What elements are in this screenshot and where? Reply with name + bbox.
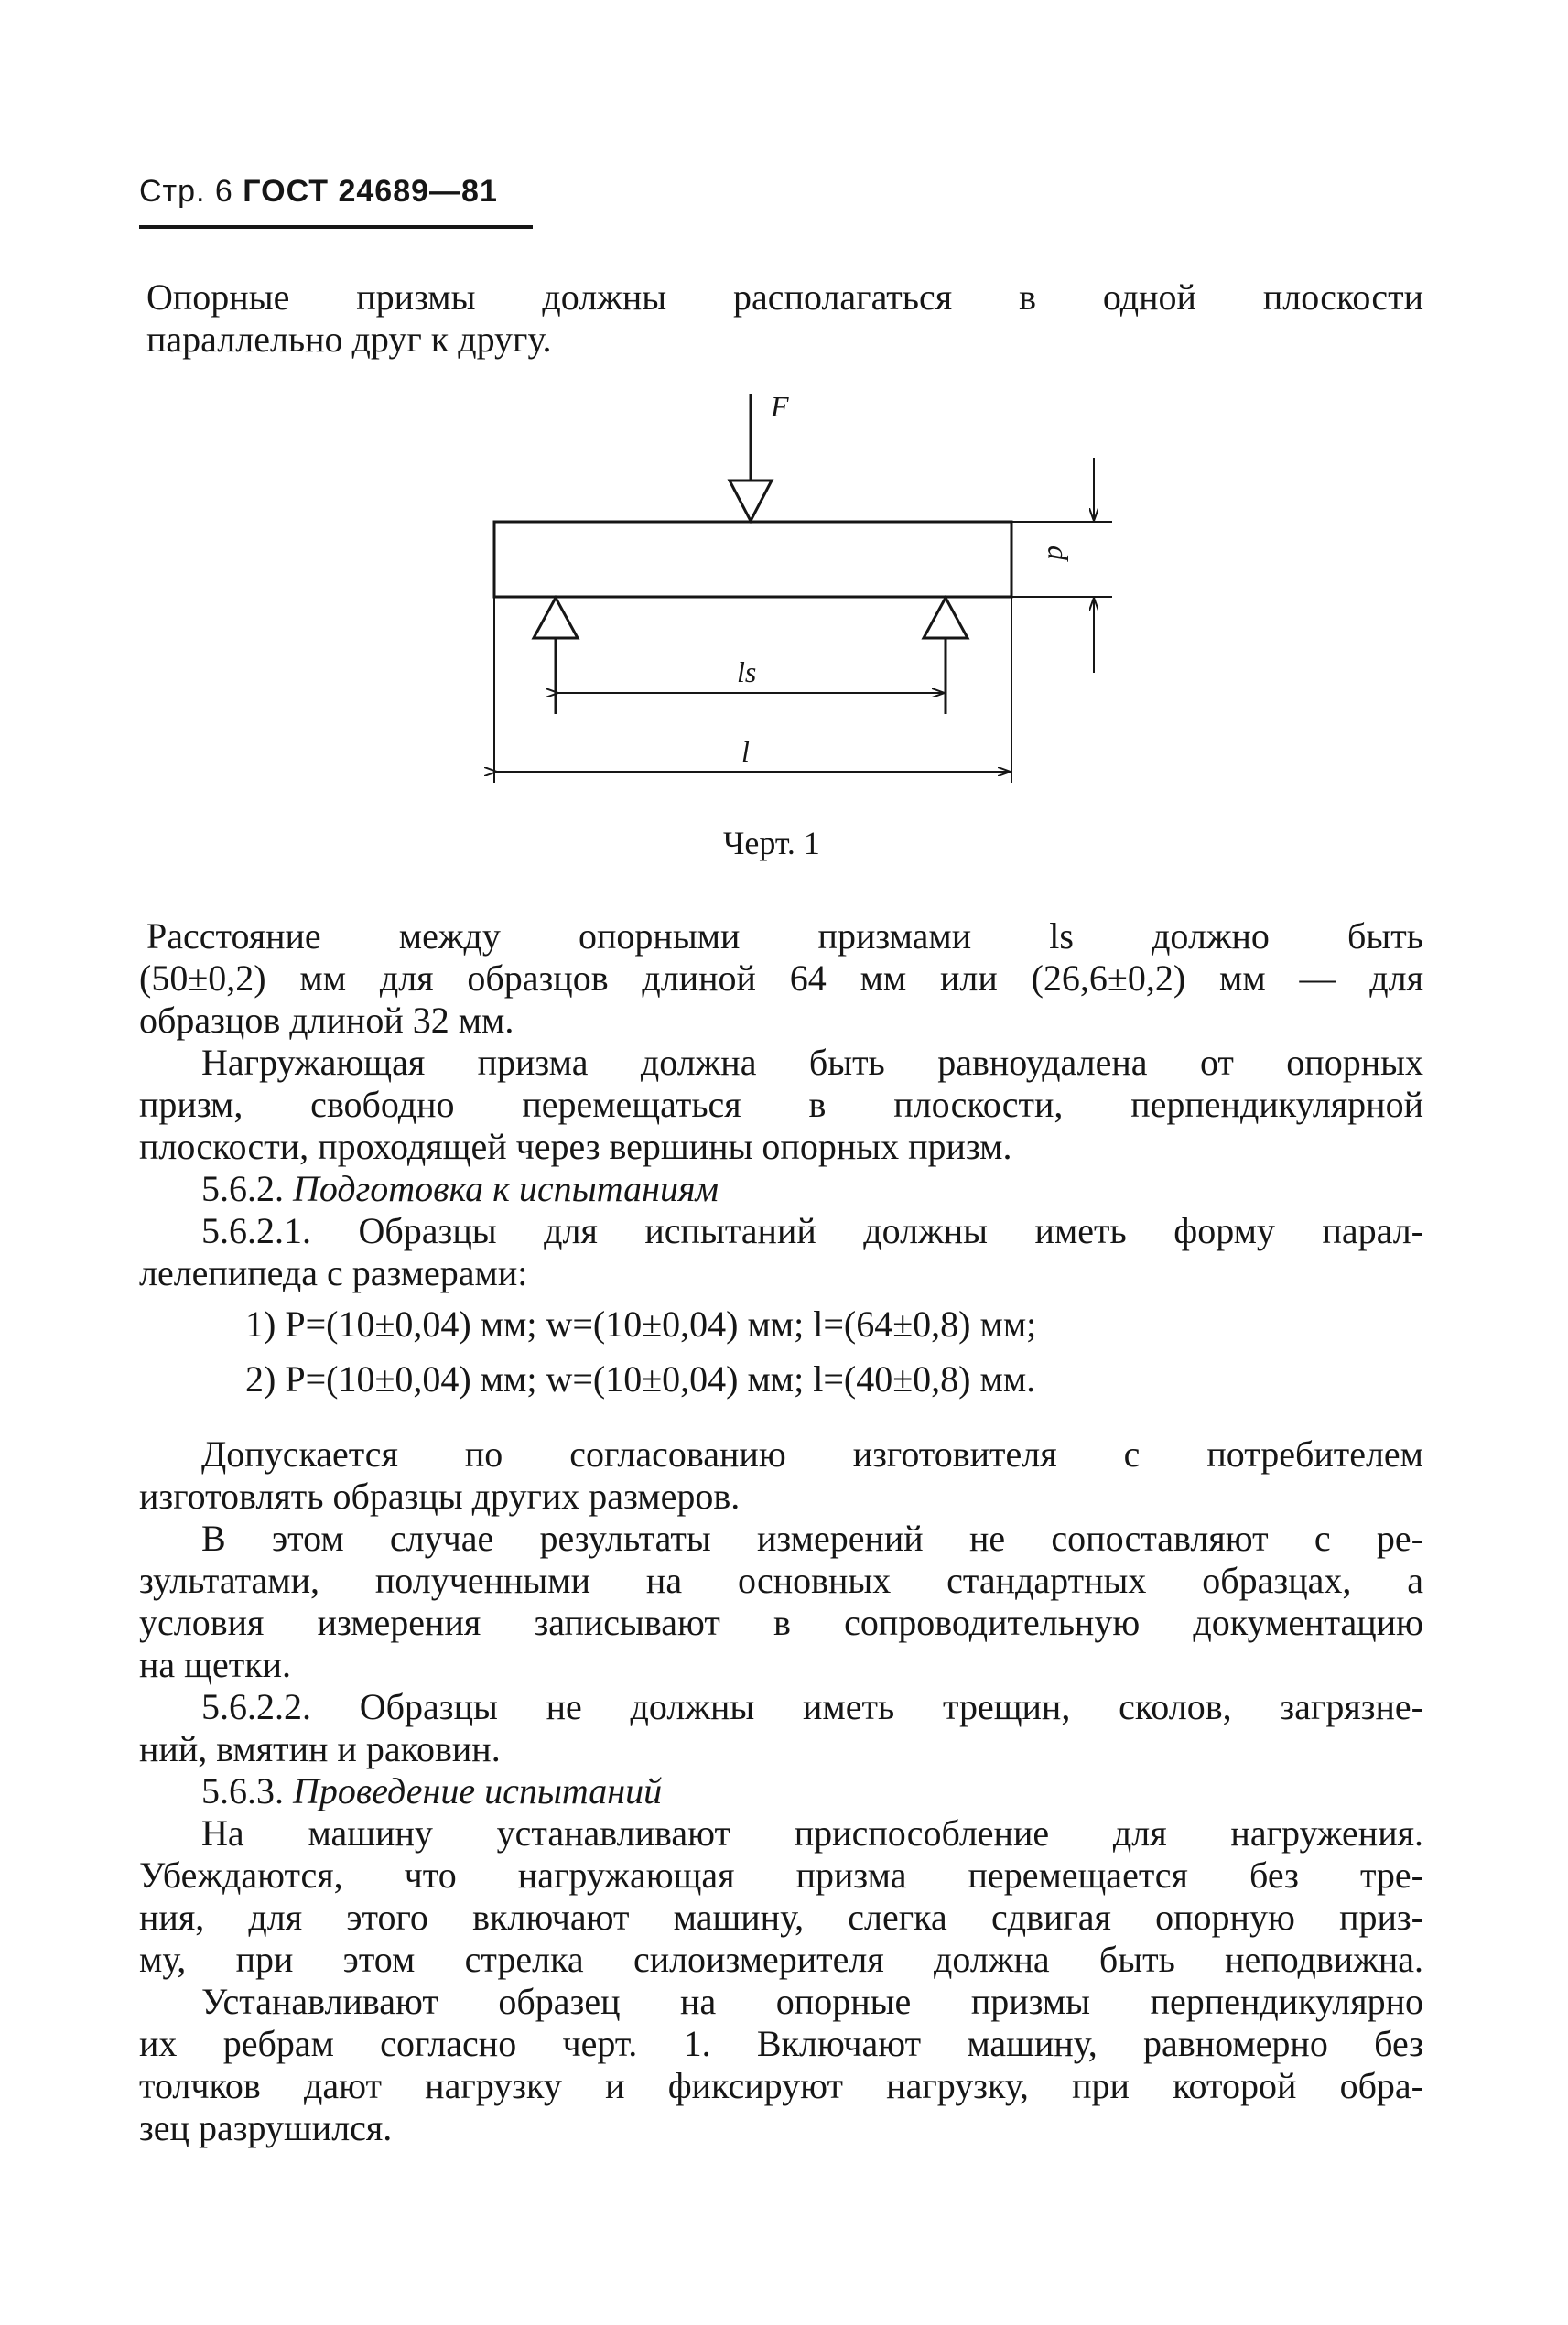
section-5-6-2-number: 5.6.2. (201, 1168, 284, 1209)
sample-line-4: зец разрушился. (139, 2107, 393, 2148)
bending-diagram (0, 0, 1568, 897)
size-option-1: 1) P=(10±0,04) мм; w=(10±0,04) мм; l=(64±0,8) мм; (245, 1303, 1037, 1345)
section-5-6-3-number: 5.6.3. (201, 1770, 284, 1811)
in-case-line-3: условия измерения записывают в сопроводительную документацию (139, 1602, 1423, 1643)
section-5-6-3-title: Проведение испытаний (293, 1770, 663, 1811)
section-5-6-2-1-line-2: лелепипеда с размерами: (139, 1252, 528, 1293)
allowed-line-2: изготовлять образцы других размеров. (139, 1476, 741, 1517)
install-line-2: Убеждаются, что нагружающая призма перемещается без тре- (139, 1855, 1423, 1896)
distance-line-2: (50±0,2) мм для образцов длиной 64 мм или (26,6±0,2) мм — для (139, 957, 1423, 999)
intro-line-1: Опорные призмы должны располагаться в одной плоскости (146, 276, 1423, 318)
section-5-6-2-title: Подготовка к испытаниям (293, 1168, 719, 1209)
allowed-line-1: Допускается по согласованию изготовителя с потребителем (201, 1433, 1423, 1475)
support-prism-right (924, 598, 968, 638)
install-line-3: ния, для этого включают машину, слегка сдвигая опорную приз- (139, 1897, 1423, 1938)
loading-prism (730, 481, 772, 521)
distance-line-1: Расстояние между опорными призмами ls должно быть (146, 915, 1423, 957)
support-prism-left (534, 598, 578, 638)
section-5-6-2-heading (201, 1168, 719, 1210)
height-label: p (1035, 546, 1068, 560)
in-case-line-4: на щетки. (139, 1644, 292, 1685)
loading-line-3: плоскости, проходящей через вершины опорных призм. (139, 1126, 1012, 1167)
loading-line-2: призм, свободно перемещаться в плоскости, перпендикулярной (139, 1084, 1423, 1125)
install-line-4: му, при этом стрелка силоизмерителя должна быть неподвижна. (139, 1939, 1423, 1980)
sample-line-2: их ребрам согласно черт. 1. Включают машину, равномерно без (139, 2023, 1423, 2064)
size-option-2: 2) P=(10±0,04) мм; w=(10±0,04) мм; l=(40±0,8) мм. (245, 1358, 1036, 1400)
standard-number: ГОСТ 24689—81 (243, 174, 498, 209)
distance-line-3: образцов длиной 32 мм. (139, 1000, 514, 1041)
force-label: F (771, 390, 789, 423)
specimen-beam (494, 522, 1011, 597)
loading-line-1: Нагружающая призма должна быть равноудалена от опорных (201, 1042, 1423, 1083)
sample-line-1: Устанавливают образец на опорные призмы перпендикулярно (201, 1981, 1423, 2022)
install-line-1: На машину устанавливают приспособление для нагружения. (201, 1812, 1423, 1854)
section-5-6-3-heading (201, 1770, 662, 1812)
page-number: Стр. 6 (139, 174, 233, 209)
in-case-line-1: В этом случае результаты измерений не сопоставляют с ре- (201, 1518, 1423, 1559)
section-5-6-2-2-line-1: 5.6.2.2. Образцы не должны иметь трещин, сколов, загрязне- (201, 1686, 1423, 1727)
in-case-line-2: зультатами, полученными на основных стандартных образцах, а (139, 1560, 1423, 1601)
section-5-6-2-2-line-2: ний, вмятин и раковин. (139, 1728, 501, 1769)
support-span-label: ls (737, 655, 757, 688)
length-label: l (741, 735, 750, 768)
intro-line-2: параллельно друг к другу. (146, 319, 552, 360)
section-5-6-2-1-line-1: 5.6.2.1. Образцы для испытаний должны иметь форму парал- (201, 1210, 1423, 1251)
sample-line-3: толчков дают нагрузку и фиксируют нагрузку, при которой обра- (139, 2065, 1423, 2106)
figure-caption: Черт. 1 (723, 825, 820, 861)
